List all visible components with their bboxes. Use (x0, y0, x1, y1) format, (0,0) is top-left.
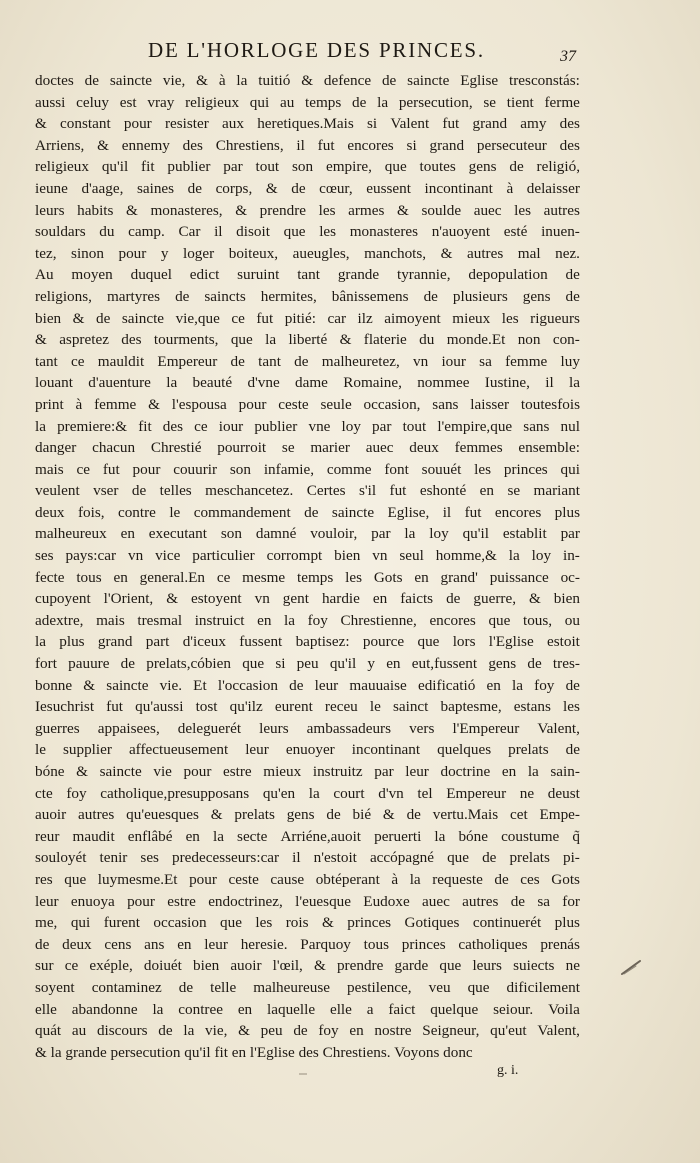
body-text (35, 70, 580, 1063)
pen-stroke-mark (620, 958, 642, 976)
text-line: auoir autres qu'euesques & prelats gens de bié & de vertu.Mais cet Empe- (35, 806, 580, 824)
text-line: souldars du camp. Car il disoit que les monasteres n'auoyent esté inuen- (35, 223, 580, 241)
text-line: soyent contaminez de telle malheureuse pestilence, veu que dificilement (35, 978, 580, 996)
text-line: & la grande persecution qu'il fit en l'Eglise des Chrestiens. Voyons donc (35, 1043, 473, 1061)
text-line: me, qui furent occasion que les rois & princes Gotiques continuerét plus (35, 914, 580, 932)
text-line: mais ce fut pour couurir son infamie, comme font souuét les princes qui (35, 460, 580, 478)
text-line: le supplier affectueusement leur enuoyer incontinant quelques prelats de (35, 741, 580, 759)
text-line: deux fois, contre le commandement de saincte Eglise, il fut encores plus (35, 503, 580, 521)
text-line: elle abandonne la contree en laquelle elle a faict quelque seiour. Voila (35, 1000, 580, 1018)
text-line: tant ce mauldit Empereur de tant de malheuretez, vn iour sa femme luy (35, 352, 580, 370)
text-line: & constant pour resister aux heretiques.Mais si Valent fut grand amy des (35, 115, 580, 133)
text-line: Arriens, & ennemy des Chrestiens, il fut encores si grand persecuteur des (35, 136, 580, 154)
text-line: doctes de saincte vie, & à la tuitió & defence de saincte Eglise tresconstás: (35, 72, 580, 89)
text-line: malheureux en executant son damné vouloir, par la loy qu'il establit par (35, 525, 580, 543)
text-line: leur enuoya pour estre endoctrinez, l'euesque Eudoxe auec autres de sa for (35, 892, 580, 910)
text-line: & aspretez des tourments, que la liberté & flaterie du monde.Et non con- (35, 331, 580, 349)
text-line: bonne & saincte vie. Et l'occasion de leur mauuaise edificatió en la foy de (35, 676, 580, 694)
text-line: print à femme & l'espousa pour ceste seule occasion, sans laisser toutesfois (35, 395, 580, 413)
text-line: quát au discours de la vie, & peu de foy en nostre Seigneur, qu'eut Valent, (35, 1022, 580, 1040)
text-line: la premiere:& fit des ce iour publier vne loy par tout l'empire,que sans nul (35, 417, 580, 435)
text-line: cupoyent l'Orient, & estoyent vn gent hardie en faicts de guerre, & bien (35, 590, 580, 608)
text-line: la plus grand part d'iceux fussent baptisez: pource que lors l'Eglise estoit (35, 633, 580, 651)
text-line: guerres appaisees, deleguerét leurs ambassadeurs vers l'Empereur Valent, (35, 719, 580, 737)
text-line: religions, martyres de saincts hermites, bânissemens de plusieurs gens de (35, 287, 580, 305)
text-line: tez, sinon pour y loger boiteux, aueugles, manchots, & autres mal nez. (35, 244, 580, 262)
text-line: ses pays:car vn vice particulier corrompt bien vn seul homme,& la loy in- (35, 547, 580, 565)
text-line: souloyét tenir ses predecesseurs:car il n'estoit accópagné que de prelats pi- (35, 849, 580, 867)
text-line: Au moyen duquel edict suruint tant grande tyrannie, depopulation de (35, 266, 580, 284)
text-line: adextre, mais tresmal instruict en la foy Chrestienne, encores que tous, ou (35, 611, 580, 629)
text-line: Iesuchrist fut qu'aussi tost qu'ilz eurent receu le sainct baptesme, estans les (35, 698, 580, 716)
page-header (0, 38, 700, 68)
running-title: DE L'HORLOGE DES PRINCES. (148, 38, 485, 62)
folio-number: 37 (560, 48, 576, 65)
text-line: fort pauure de prelats,cóbien que si peu qu'il y en eut,fussent gens de tres- (35, 655, 580, 673)
text-line: veulent vser de telles meschancetez. Certes s'il fut eshonté en se mariant (35, 482, 580, 500)
text-line: aussi celuy est vray religieux qui au temps de la persecution, se tient ferme (35, 93, 580, 111)
text-line: bien & de saincte vie,que ce fut pitié: car ilz aimoyent mieux les rigueurs (35, 309, 580, 327)
text-line: fecte tous en general.En ce mesme temps les Gots en grand' puissance oc- (35, 568, 580, 586)
text-line: danger chacun Chrestié pourroit se marier auec deux femmes ensemble: (35, 439, 580, 457)
text-line: bóne & saincte vie pour estre mieux instruitz par leur doctrine en la sain- (35, 763, 580, 780)
text-line: de deux cens ans en leur heresie. Parquoy tous princes catholiques prenás (35, 935, 580, 953)
text-line: reur maudit enflâbé en la secte Arriéne,auoit peruerti la bóne coustume q̃ (35, 827, 580, 845)
text-line: religieux qu'il fit publier par tout son empire, que toutes gens de religió, (35, 158, 580, 176)
text-line: louant d'auenture la beauté d'vne dame Romaine, nommee Iustine, il la (35, 374, 580, 392)
text-line: sur ce exéple, doiuét bien auoir l'œil, & prendre garde que leurs suiects ne (35, 957, 580, 975)
ink-smudge (298, 1072, 308, 1076)
text-line: cte foy catholique,presupposans qu'en la court d'vn tel Empereur ne deust (35, 784, 580, 802)
text-line: ieune d'aage, saines de corps, & de cœur, eussent incontinant à delaisser (35, 179, 580, 197)
text-line: res que luymesme.Et pour ceste cause obtéperant à la requeste de ces Gots (35, 870, 580, 888)
signature-mark: g. i. (497, 1063, 519, 1078)
text-line: leurs habits & monasteres, & prendre les armes & soulde auec les autres (35, 201, 580, 219)
